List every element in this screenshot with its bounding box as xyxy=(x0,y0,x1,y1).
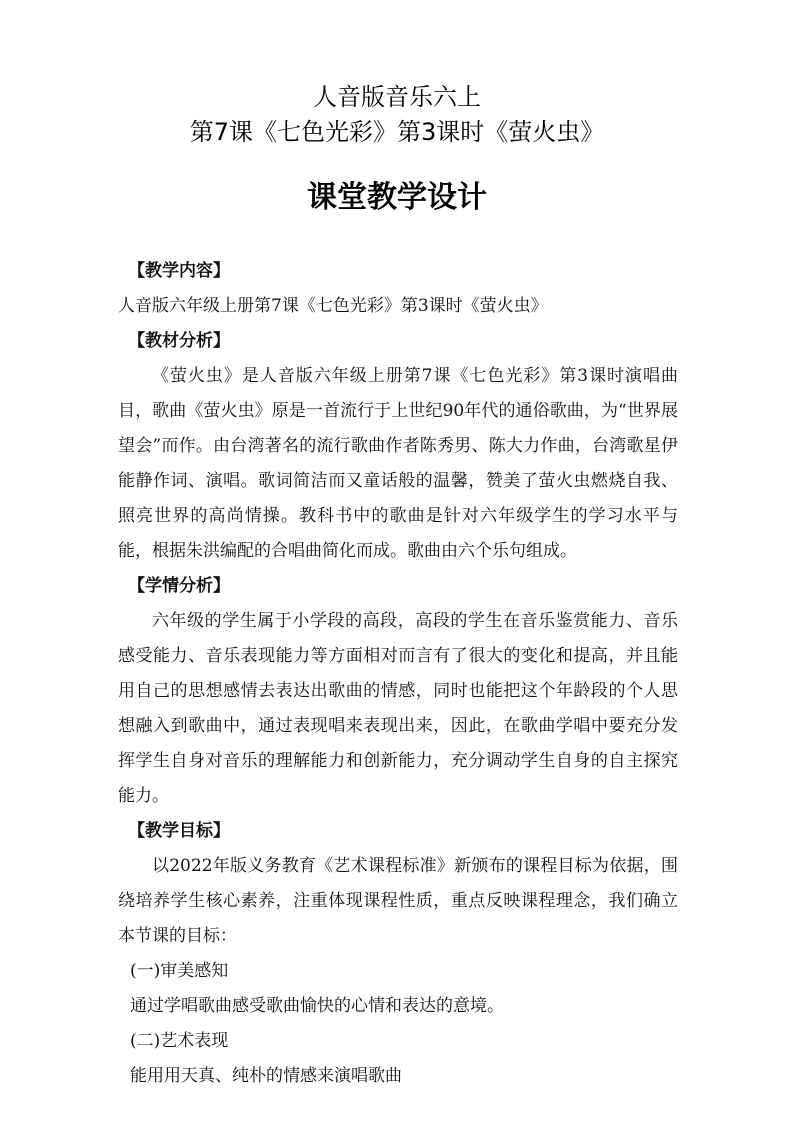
section-text-goals: 以2022年版义务教育《艺术课程标准》新颁布的课程目标为依据，围绕培养学生核心素养，注重体现课程性质，重点反映课程理念，我们确立本节课的目标： xyxy=(118,856,678,946)
document-body xyxy=(118,254,678,1094)
lesson-title: 第7课《七色光彩》第3课时《萤火虫》 xyxy=(189,118,605,146)
section-text-content: 人音版六年级上册第7课《七色光彩》第3课时《萤火虫》 xyxy=(118,296,548,316)
goal-item-label-1: (一)审美感知 xyxy=(130,961,229,981)
goal-item-label-2: (二)艺术表现 xyxy=(130,1031,229,1051)
section-heading-goals: 【教学目标】 xyxy=(128,821,230,841)
section-heading-students: 【学情分析】 xyxy=(128,576,230,596)
section-heading-material: 【教材分析】 xyxy=(128,331,230,351)
course-title: 人音版音乐六上 xyxy=(313,83,481,111)
goal-item-text-1: 通过学唱歌曲感受歌曲愉快的心情和表达的意境。 xyxy=(130,996,504,1016)
section-heading-content: 【教学内容】 xyxy=(128,261,230,281)
section-text-students: 六年级的学生属于小学段的高段，高段的学生在音乐鉴赏能力、音乐感受能力、音乐表现能力等方面相对而言有了很大的变化和提高，并且能用自己的思想感情去表达出歌曲的情感，同时也能把这个年龄段的个人思想融入到歌曲中，通过表现唱来表现出来，因此，在歌曲学唱中要充分发挥学生自身对音乐的理解能力和创新能力，充分调动学生自身的自主探究能力。 xyxy=(118,611,678,806)
section-text-material: 《萤火虫》是人音版六年级上册第7课《七色光彩》第3课时演唱曲目，歌曲《萤火虫》原是一首流行于上世纪90年代的通俗歌曲，为“世界展望会”而作。由台湾著名的流行歌曲作者陈秀男、陈大力作曲，台湾歌星伊能静作词、演唱。歌词简洁而又童话般的温馨，赞美了萤火虫燃烧自我、照亮世界的高尚情操。教科书中的歌曲是针对六年级学生的学习水平与能，根据朱洪编配的合唱曲简化而成。歌曲由六个乐句组成。 xyxy=(118,366,678,561)
goal-item-text-2: 能用用天真、纯朴的情感来演唱歌曲 xyxy=(130,1066,402,1086)
page-title: 课堂教学设计 xyxy=(307,180,487,215)
